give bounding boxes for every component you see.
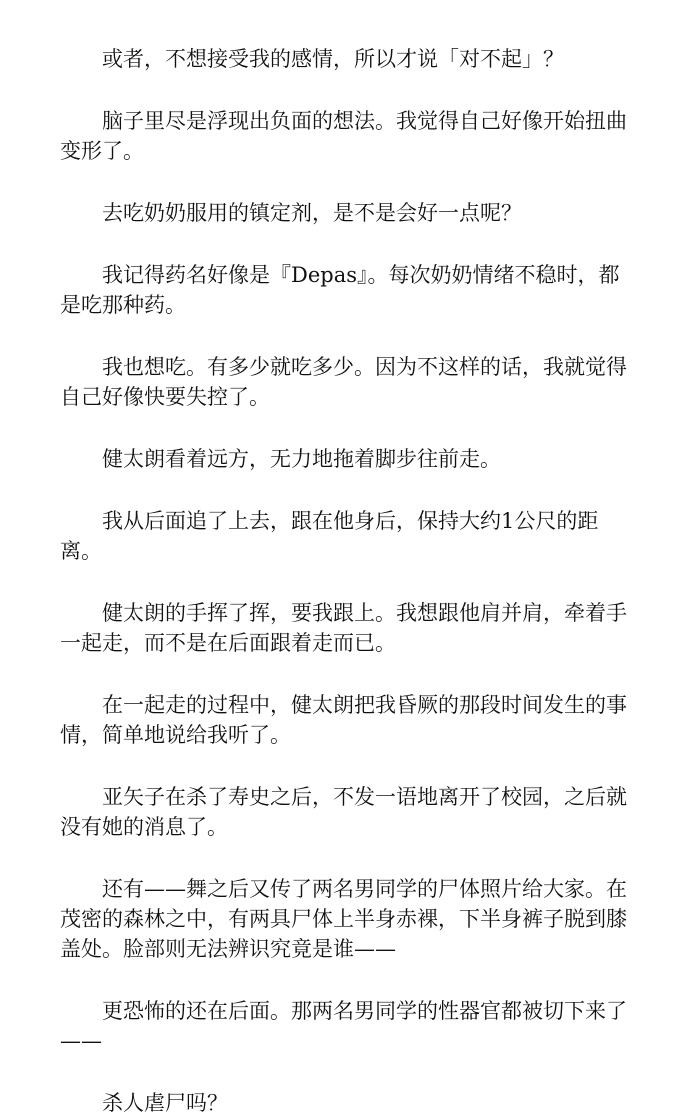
paragraph: 健太朗的手挥了挥，要我跟上。我想跟他肩并肩，牵着手一起走，而不是在后面跟着走而已。 bbox=[60, 601, 627, 655]
paragraph: 杀人虐尸吗？ bbox=[102, 1091, 228, 1115]
paragraph: 我从后面追了上去，跟在他身后，保持大约1公尺的距离。 bbox=[60, 509, 599, 563]
paragraph: 我也想吃。有多少就吃多少。因为不这样的话，我就觉得自己好像快要失控了。 bbox=[60, 355, 627, 409]
paragraph: 我记得药名好像是『Depas』。每次奶奶情绪不稳时，都是吃那种药。 bbox=[60, 263, 620, 317]
paragraph: 亚矢子在杀了寿史之后，不发一语地离开了校园，之后就没有她的消息了。 bbox=[60, 785, 627, 839]
paragraph: 还有——舞之后又传了两名男同学的尸体照片给大家。在茂密的森林之中，有两具尸体上半身赤裸，下半身裤子脱到膝盖处。脸部则无法辨识究竟是谁—— bbox=[60, 877, 627, 961]
paragraph: 在一起走的过程中，健太朗把我昏厥的那段时间发生的事情，简单地说给我听了。 bbox=[60, 693, 627, 747]
paragraph: 更恐怖的还在后面。那两名男同学的性器官都被切下来了—— bbox=[60, 999, 627, 1053]
paragraph: 去吃奶奶服用的镇定剂，是不是会好一点呢？ bbox=[102, 201, 522, 225]
paragraph: 或者，不想接受我的感情，所以才说「对不起」？ bbox=[102, 47, 564, 71]
paragraph: 健太朗看着远方，无力地拖着脚步往前走。 bbox=[102, 447, 501, 471]
paragraph: 脑子里尽是浮现出负面的想法。我觉得自己好像开始扭曲变形了。 bbox=[60, 109, 627, 163]
